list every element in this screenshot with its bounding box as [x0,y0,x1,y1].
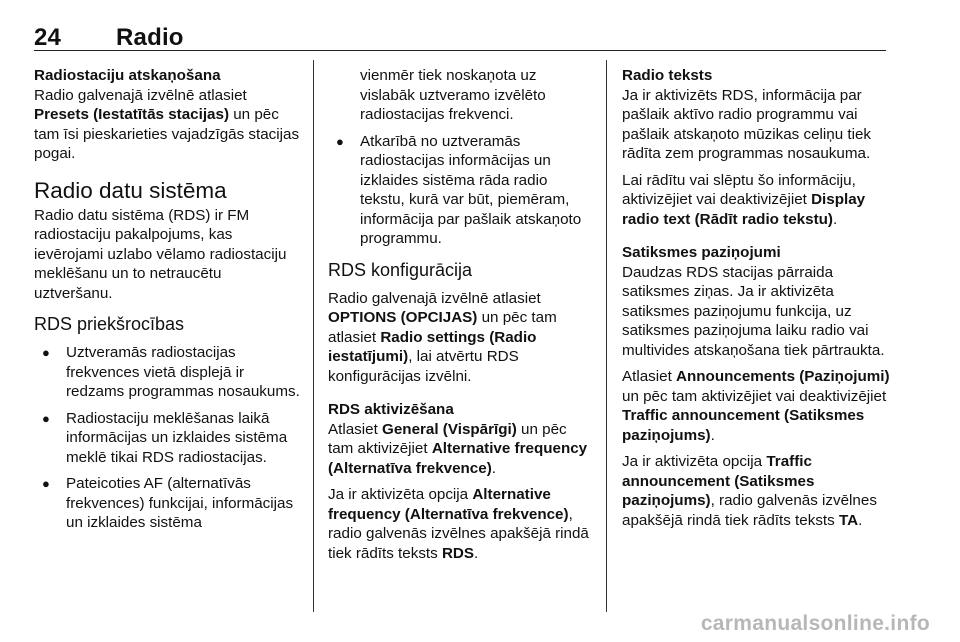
list-item: ● Uztveramās radiostacijas frekvences vietā displejā ir redzams programmas nosaukums. [42,344,300,400]
paragraph: Atlasiet Announcements (Paziņojumi) un pēc tam aktivizējiet vai deaktivizējiet Traffic announcement (Satiksmes paziņojums). [622,368,890,444]
paragraph: Ja ir aktivizēts RDS, informācija par pašlaik aktīvo radio programmu vai pašlaik atskaņoto mūzikas celiņu tiek rādīta zem programmas nosaukuma. [622,86,872,162]
paragraph: Ja ir aktivizēta opcija Alternative frequency (Alternatīva frekvence), radio galvenās izvēlnes apakšējā rindā tiek rādīts teksts RDS. [328,486,589,562]
bullet-icon: ● [42,345,50,360]
paragraph: Radio galvenajā izvēlnē atlasiet Presets (Iestatītās stacijas) un pēc tam īsi pieskarieties vajadzīgās stacijas pogai. [34,86,300,162]
chapter-heading: Radio datu sistēma [34,177,227,203]
list-item: ● Radiostaciju meklēšanas laikā informācijas un izklaides sistēma meklē tikai RDS radiostacijas. [42,409,288,466]
paragraph: Daudzas RDS stacijas pārraida satiksmes ziņas. Ja ir aktivizēta satiksmes paziņojumu funkcija, uz satiksmes paziņojuma laiku radio vai multivides atskaņošana tiek pārtraukta. [622,263,885,359]
column-1 [34,66,302,540]
page-title: Radio [116,24,184,51]
bullet-icon: ● [42,410,50,426]
list-item-continued: vienmēr tiek noskaņota uz vislabāk uztveramo izvēlēto radiostacijas frekvenci. [360,67,546,123]
subsection-heading: RDS aktivizēšana [328,401,454,418]
list-item: ● Atkarībā no uztveramās radiostacijas informācijas un izklaides sistēma rāda radio tekstu, kurā var būt, piemēram, informācija par pašlaik atskaņoto programmu. [336,132,582,247]
bullet-icon: ● [336,133,344,149]
subsection-heading: Radio teksts [622,67,713,84]
header-rule [34,50,886,51]
section-heading: Radiostaciju atskaņošana [34,67,221,84]
paragraph: Lai rādītu vai slēptu šo informāciju, aktivizējiet vai deaktivizējiet Display radio text (Rādīt radio tekstu). [622,171,866,228]
watermark: carmanualsonline.info [700,612,930,635]
subsection-heading: Satiksmes paziņojumi [622,244,781,261]
column-2 [328,66,594,570]
paragraph: Ja ir aktivizēta opcija Traffic announcement (Satiksmes paziņojums), radio galvenās izvēlnes apakšējā rindā tiek rādīts teksts TA. [622,453,877,529]
paragraph: Radio datu sistēma (RDS) ir FM radiostaciju pakalpojums, kas ievērojami uzlabo vēlamo radiostaciju meklēšanu un to netraucētu uztveršanu. [34,206,287,302]
section-heading: RDS priekšrocības [34,314,185,334]
bullet-icon: ● [42,476,50,491]
paragraph: Radio galvenajā izvēlnē atlasiet OPTIONS (OPCIJAS) un pēc tam atlasiet Radio settings (Radio iestatījumi), lai atvērtu RDS konfigurācijas izvēlni. [328,289,557,385]
column-divider [313,60,314,612]
bullet-list [34,343,302,533]
column-3 [622,66,890,537]
bullet-list [328,132,594,249]
list-item: ● Pateicoties AF (alternatīvās frekvences) funkcijai, informācijas un izklaides sistēma [42,475,294,531]
paragraph: Atlasiet General (Vispārīgi) un pēc tam aktivizējiet Alternative frequency (Alternatīva frekvence). [328,420,588,477]
page-header [34,24,184,52]
page-number: 24 [34,24,62,51]
column-divider [606,60,607,612]
section-heading: RDS konfigurācija [328,259,473,280]
